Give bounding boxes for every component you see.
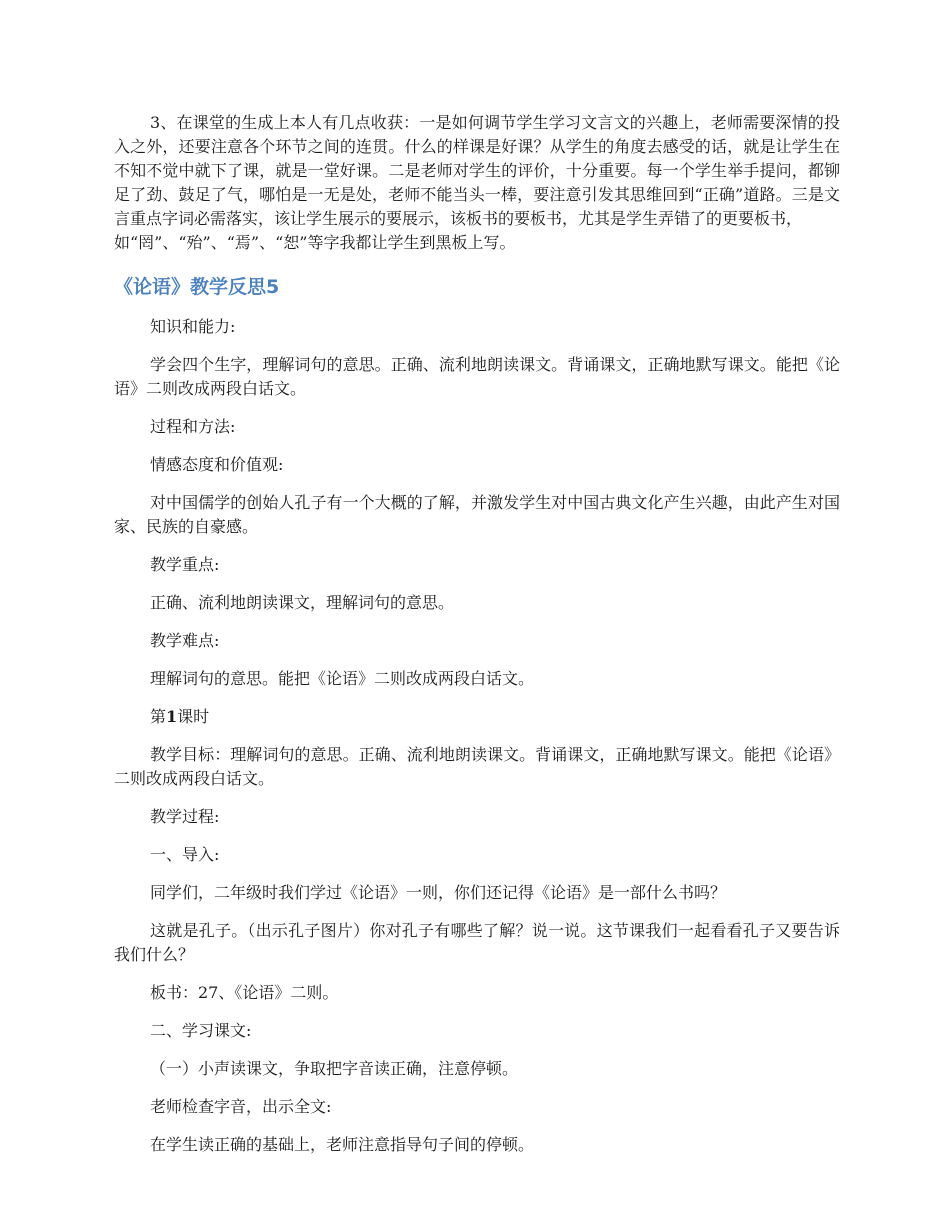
paragraph-emotion-content: 对中国儒学的创始人孔子有一个大概的了解，并激发学生对中国古典文化产生兴趣，由此产生对国家、民族的自豪感。 <box>114 493 840 536</box>
paragraph-read-quietly: （一）小声读课文，争取把字音读正确，注意停顿。 <box>150 1059 519 1078</box>
paragraph-study-label: 二、学习课文: <box>150 1021 252 1040</box>
paragraph-emotion-label: 情感态度和价值观: <box>150 455 284 474</box>
paragraph-reflection-3-text: 3、在课堂的生成上本人有几点收获：一是如何调节学生学习文言文的兴趣上，老师需要深情的投入之外，还要注意各个环节之间的连贯。什么的样课是好课？从学生的角度去感受的话，就是让学生在不知不觉中就下了课，就是一堂好课。二是老师对学生的评价，十分重要。每一个学生举手提问，都铆足了劲、鼓足了气，哪怕是一无是处，老师不能当头一棒，要注意引发其思维回到“正确”道路。三是文言重点字词必需落实，该让学生展示的要展示，该板书的要板书，尤其是学生弄错了的更要板书， <box>114 113 840 228</box>
paragraph-focus-label: 教学重点: <box>150 555 220 574</box>
paragraph-knowledge-content: 学会四个生字，理解词句的意思。正确、流利地朗读课文。背诵课文，正确地默写课文。能把《论语》二则改成两段白话文。 <box>114 355 840 398</box>
paragraph-process-label: 过程和方法: <box>150 417 236 436</box>
paragraph-teaching-process-label: 教学过程: <box>150 807 220 826</box>
paragraph-guide-pauses: 在学生读正确的基础上，老师注意指导句子间的停顿。 <box>150 1135 535 1154</box>
paragraph-teaching-goal: 教学目标：理解词句的意思。正确、流利地朗读课文。背诵课文，正确地默写课文。能把《论语》二则改成两段白话文。 <box>114 745 840 788</box>
section-heading: 《论语》教学反思5 <box>114 276 280 298</box>
paragraph-confucius: 这就是孔子。（出示孔子图片）你对孔子有哪些了解？说一说。这节课我们一起看看孔子又要告诉我们什么？ <box>114 921 840 964</box>
paragraph-reflection-3 <box>114 111 840 255</box>
lesson-suffix: 课时 <box>177 707 210 726</box>
paragraph-blackboard: 板书：27、《论语》二则。 <box>150 983 339 1002</box>
paragraph-lesson-period <box>114 705 840 729</box>
document-page <box>114 111 840 1171</box>
paragraph-check-pronunciation: 老师检查字音，出示全文: <box>150 1097 332 1116</box>
paragraph-reflection-3-tail: 如“罔”、“殆”、“焉”、“恕”等字我都让学生到黑板上写。 <box>114 233 516 252</box>
paragraph-difficulty-label: 教学难点: <box>150 631 220 650</box>
paragraph-knowledge-label: 知识和能力: <box>150 317 236 336</box>
lesson-number: 1 <box>166 707 178 726</box>
paragraph-focus-content: 正确、流利地朗读课文，理解词句的意思。 <box>150 593 455 612</box>
paragraph-difficulty-content: 理解词句的意思。能把《论语》二则改成两段白话文。 <box>150 669 535 688</box>
lesson-prefix: 第 <box>150 707 167 726</box>
paragraph-intro-question: 同学们，二年级时我们学过《论语》一则，你们还记得《论语》是一部什么书吗？ <box>150 883 727 902</box>
paragraph-intro-label: 一、导入: <box>150 845 220 864</box>
